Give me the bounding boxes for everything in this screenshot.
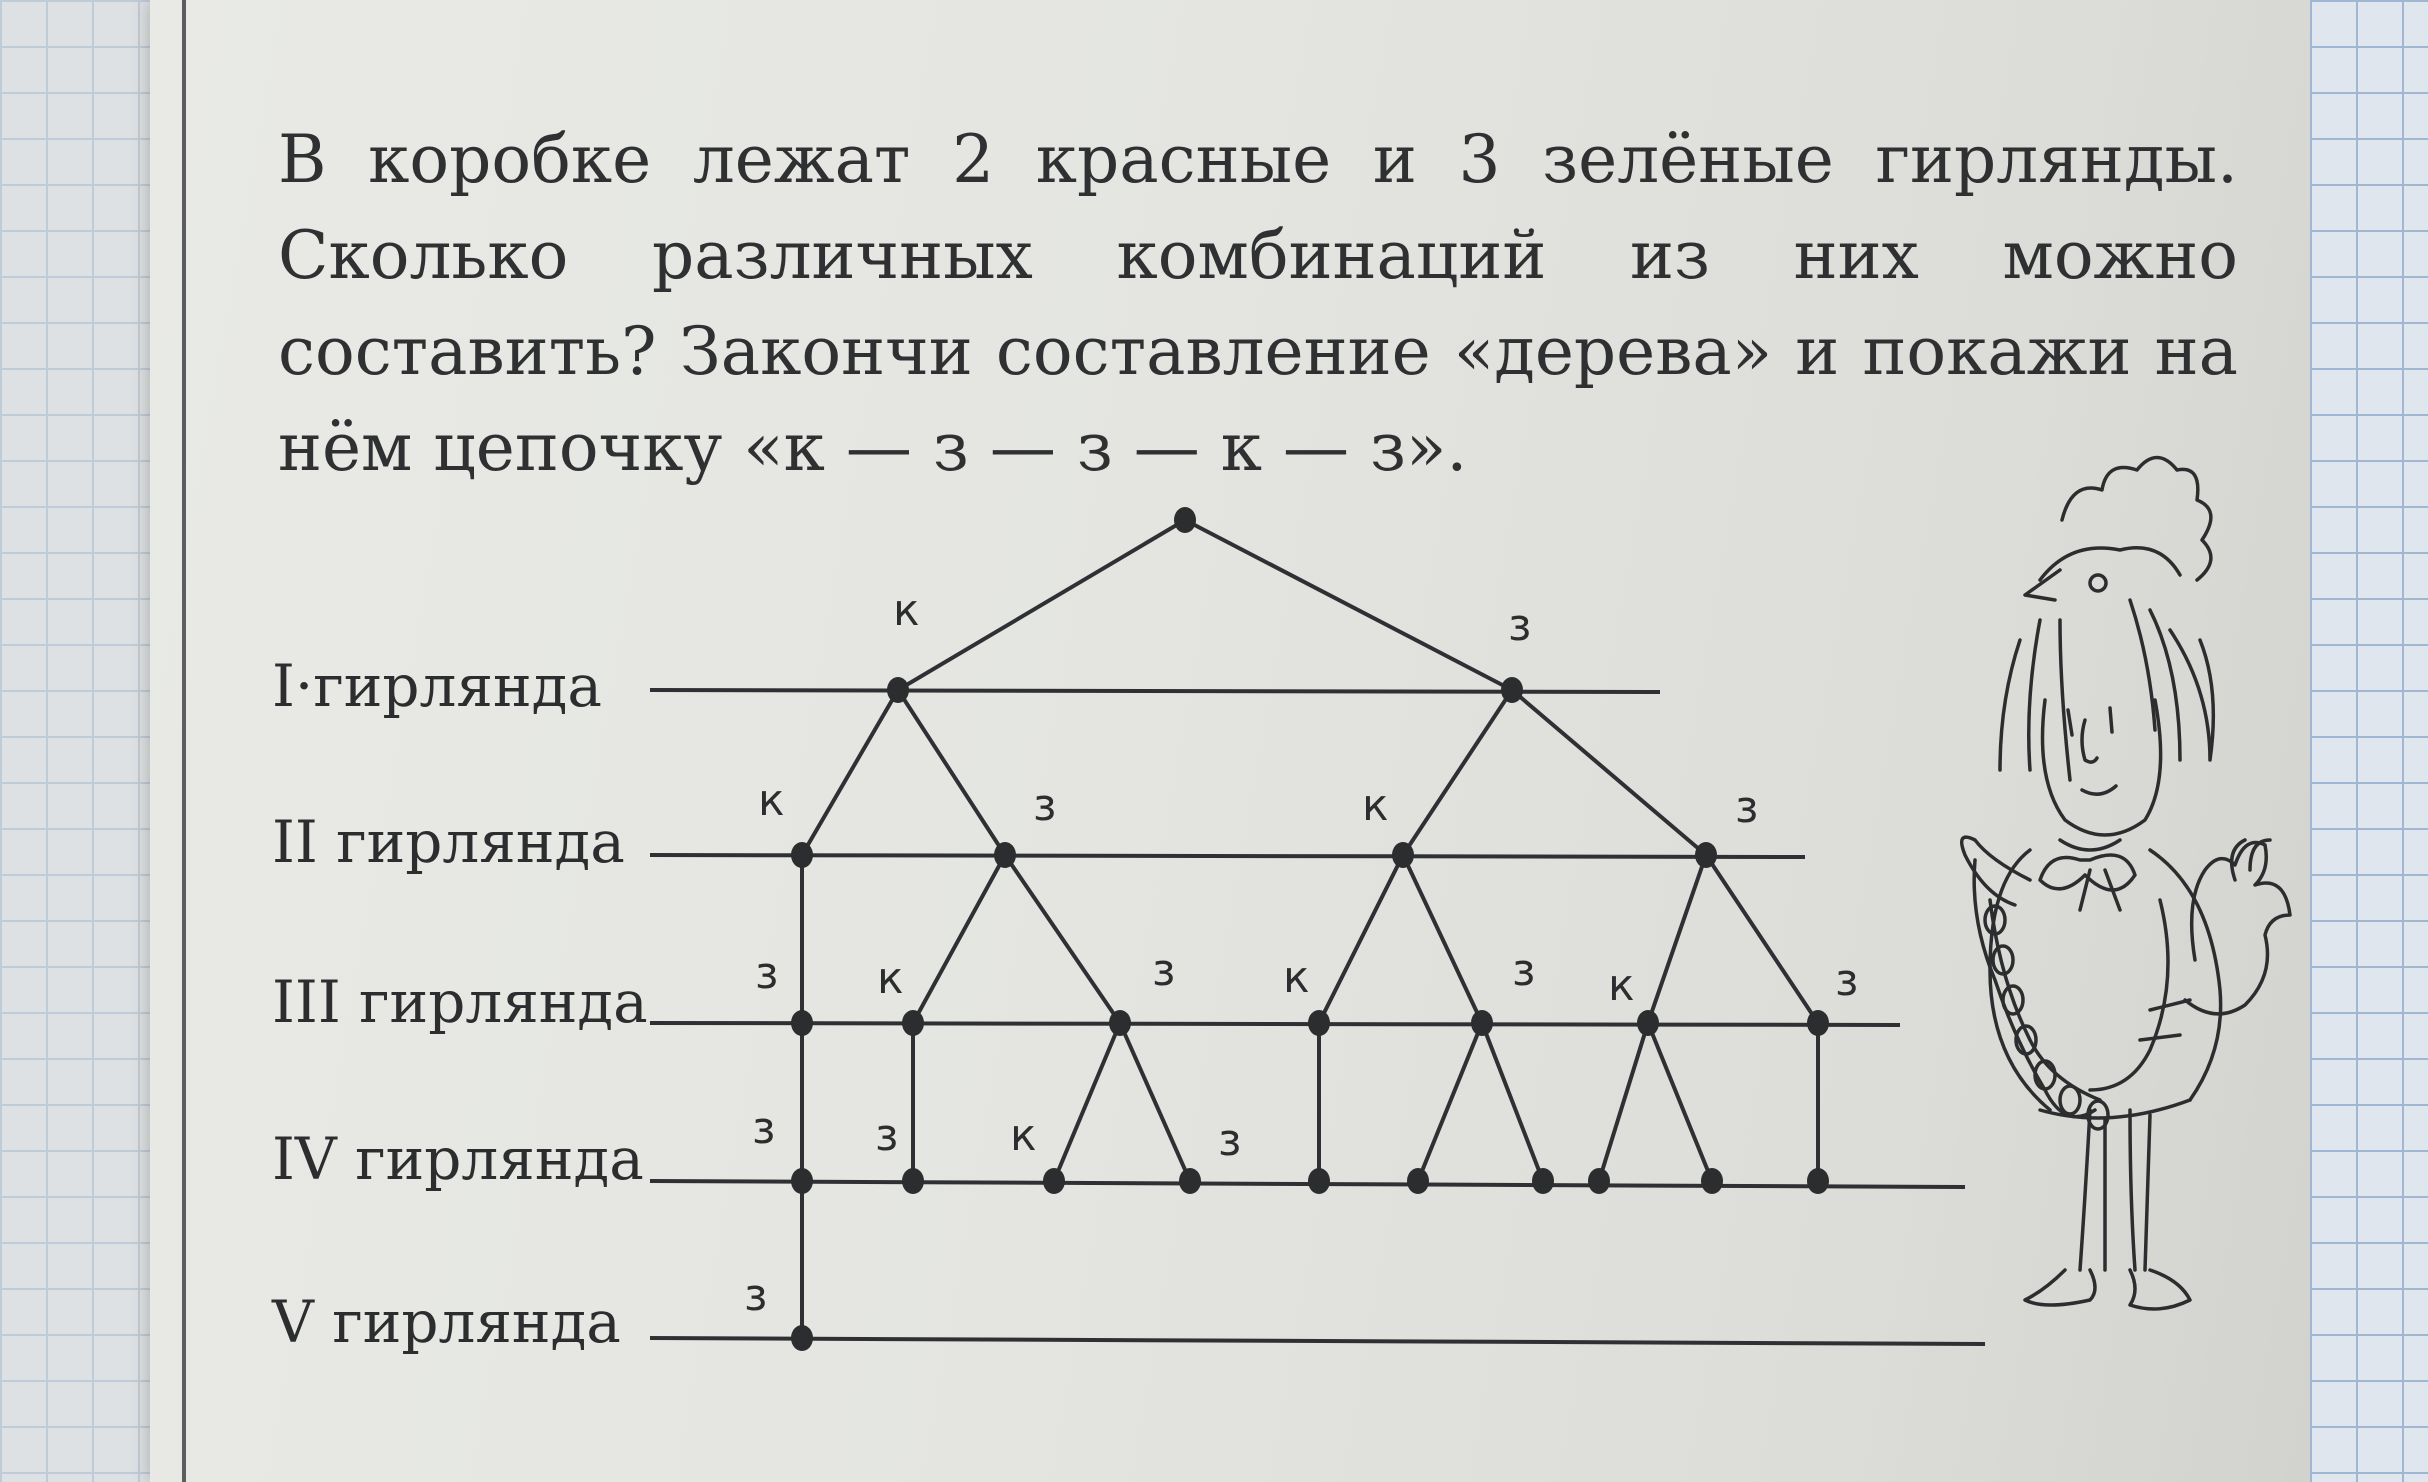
tree-node-zz [1695,842,1717,868]
level-label-4: IV гирлянда [272,1125,644,1193]
tree-labels [744,585,1858,1321]
tree-edge-zkk [1319,855,1403,1023]
tree-label-kzk: к [877,953,904,1004]
tree-node-zzk [1637,1010,1659,1036]
tree-edge-zzkk [1599,1023,1648,1181]
tree-node-zkk [1308,1010,1330,1036]
tree-node-zk [1392,842,1414,868]
tree-node-k [887,677,909,703]
tree-edge-zk [1403,690,1512,855]
tree-label-kkzz: з [752,1103,776,1154]
tree-node-kkzzz [791,1325,813,1351]
tree-node-zkzk [1407,1168,1429,1194]
level-line-2 [650,855,1805,857]
tree-label-kz: з [1033,780,1057,831]
tree-label-z: з [1508,600,1532,651]
tree-edge-kzz [1005,855,1120,1023]
tree-label-kzzk: к [1010,1110,1037,1161]
level-line-4 [650,1181,1965,1187]
problem-text: В коробке лежат 2 красные и 3 зелёные гирлянды. Сколько различных комбинаций из них можно составить? Закончи составление «дерева» и покажи на нём цепочку «к — з — з — к — з». [278,121,2238,486]
tree-label-kzz: з [1152,945,1176,996]
tree-label-zkz: з [1512,945,1536,996]
tree-edge-zkz [1403,855,1482,1023]
tree-node-kzzz [1179,1168,1201,1194]
level-label-5: V гирлянда [272,1288,621,1356]
tree-edges [802,520,1818,1338]
tree-label-k: к [893,585,920,636]
tree-node-zzz [1807,1010,1829,1036]
tree-edge-kzk [913,855,1005,1023]
tree-edge-kk [802,690,898,855]
tree-label-kkzzz: з [744,1270,768,1321]
tree-node-zzzk [1807,1168,1829,1194]
tree-edge-zkzk [1418,1023,1482,1181]
tree-edge-zz [1512,690,1706,855]
tree-edge-k [898,520,1185,690]
tree-node-kkz [791,1010,813,1036]
tree-node-root [1174,507,1196,533]
tree-nodes [791,507,1829,1351]
tree-edge-kzzz [1120,1023,1190,1181]
tree-label-kzkz: з [875,1110,899,1161]
tree-label-kkz: з [755,948,779,999]
tree-edge-kz [898,690,1005,855]
level-line-5 [650,1338,1985,1344]
tree-label-kk: к [758,775,785,826]
tree-label-zzz: з [1835,955,1859,1006]
tree-node-zkz [1471,1010,1493,1036]
tree-node-zkzz [1532,1168,1554,1194]
level-line-3 [650,1023,1900,1025]
tree-edge-kzzk [1054,1023,1120,1181]
level-label-1: I·гирлянда [272,652,602,720]
tree-node-zkkz [1308,1168,1330,1194]
tree-edge-zkzz [1482,1023,1543,1181]
tree-node-z [1501,677,1523,703]
tree-label-kzzz: з [1218,1115,1242,1166]
tree-node-zzkz [1701,1168,1723,1194]
tree-node-kkzz [791,1168,813,1194]
tree-label-zk: к [1362,780,1389,831]
tree-node-kz [994,842,1016,868]
level-label-2: II гирлянда [272,808,625,876]
tree-label-zz: з [1735,782,1759,833]
tree-label-zzk: к [1608,960,1635,1011]
tree-node-kzzk [1043,1168,1065,1194]
tree-edge-z [1185,520,1512,690]
tree-node-kzkz [902,1168,924,1194]
level-label-3: III гирлянда [272,968,648,1036]
tree-edge-zzz [1706,855,1818,1023]
tree-node-kzk [902,1010,924,1036]
tree-node-zzkk [1588,1168,1610,1194]
tree-node-kk [791,842,813,868]
tree-edge-zzk [1648,855,1706,1023]
tree-node-kzz [1109,1010,1131,1036]
tree-edge-zzkz [1648,1023,1712,1181]
tree-label-zkk: к [1283,952,1310,1003]
boy-with-rooster-illustration [1962,458,2290,1310]
